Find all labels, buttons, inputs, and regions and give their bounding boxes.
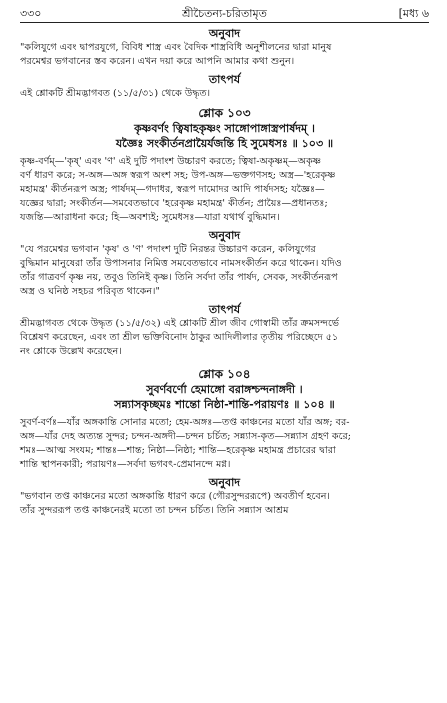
anubad-line: বুদ্ধিমান মানুষেরা তাঁর উপাসনার নিমিত্ত সমবেতভাবে নামসংকীর্তন করে থাকেন। যদিও	[20, 258, 342, 269]
page-number: ৩৩০	[20, 7, 42, 20]
sloka-line: সুবর্ণবর্ণো হেমাঙ্গো বরাঙ্গশ্চন্দনাঙ্গদী ।	[146, 383, 303, 396]
synonym-line: বর্ণ ধারণ করে; স-অঙ্গ—অঙ্গ স্বরূপ অংশ সহ; উপ-অঙ্গ—ভক্তগণসহ; অস্ত্র—'হরেকৃষ্ণ	[20, 170, 336, 181]
anubad-line: "কলিযুগে এবং দ্বাপরযুগে, বিবিধ শাস্ত্র এবং বৈদিক শাস্ত্রবিধি অনুশীলনের দ্বারা মানুষ	[20, 42, 332, 53]
anubad-line: অস্ত্র ও ঘনিষ্ঠ সহচর পরিবৃত থাকেন।"	[20, 286, 160, 297]
anubad-heading: অনুবাদ	[208, 27, 241, 40]
anubad-line: "যে পরমেশ্বর ভগবান 'কৃষ' ও 'ণ' পদাংশ দুটি নিরন্তর উচ্চারণ করেন, কলিযুগের	[20, 244, 316, 255]
synonym-line: অঙ্গ—যাঁর দেহ অত্যন্ত সুন্দর; চন্দন-অঙ্গদী—চন্দন চর্চিত; সন্ন্যাস-কৃত—সন্ন্যাস গ্রহণ করে;	[20, 431, 351, 442]
synonym-line: যজন্তি—আরাধনা করে; হি—অবশ্যই; সুমেধসঃ—যারা যথার্থ বুদ্ধিমান।	[20, 212, 280, 223]
synonym-line: যজ্ঞের দ্বারা; সংকীর্তন—সমবেতভাবে 'হরেকৃষ্ণ মহামন্ত্র' কীর্তন; প্রায়ৈঃ—প্রধানতঃ;	[20, 198, 328, 209]
synonym-line: কৃষ্ণ-বর্ণম্—'কৃষ্' এবং 'ণ' এই দুটি পদাংশ উচ্চারণ করতে; ত্বিষা-অকৃষ্ণম্—অকৃষ্ণ	[20, 156, 322, 167]
tatparya-line: শ্রীমদ্ভাগবত থেকে উদ্ধৃত (১১/৫/৩২) এই শ্লোকটি শ্রীল জীব গোস্বামী তাঁর ক্রমসন্দর্ভে	[20, 318, 339, 329]
anubad-line: "ভগবান তপ্ত কাঞ্চনের মতো অঙ্গকান্তি ধারণ করে (গৌরসুন্দররূপে) অবতীর্ণ হবেন।	[20, 491, 330, 502]
tatparya-line: বিশ্লেষণ করেছেন, এবং তা শ্রীল ভক্তিবিনোদ ঠাকুর আদিলীলার তৃতীয় পরিচ্ছেদে ৫১	[20, 332, 339, 343]
sloka-line: সন্ন্যাসকৃচ্ছমঃ শান্তো নিষ্ঠা-শান্তি-পরায়ণঃ ॥ ১০৪ ॥	[114, 398, 335, 411]
sloka-line: যজ্ঞৈঃ সংকীর্তনপ্রায়ৈর্যজন্তি হি সুমেধসঃ ॥ ১০৩ ॥	[115, 137, 334, 150]
anubad-line: তাঁর গাত্রবর্ণ কৃষ্ণ নয়, তবুও তিনিই কৃষ্ণ। তিনি সর্বদা তাঁর পার্ষদ, সেবক, সংকীর্তনরূপ	[20, 272, 338, 283]
tatparya-heading: তাৎপর্য	[208, 303, 241, 316]
sloka-title: শ্লোক ১০৪	[198, 367, 251, 381]
anubad-line: পরমেশ্বর ভগবানের স্তব করেন। এখন দয়া করে আপনি আমার কথা শুনুন।	[20, 56, 295, 67]
tatparya-heading: তাৎপর্য	[208, 73, 241, 86]
anubad-heading: অনুবাদ	[208, 229, 241, 242]
chapter-label: [মধ্য ৬	[398, 7, 429, 20]
tatparya-line: এই শ্লোকটি শ্রীমদ্ভাগবত (১১/৫/৩১) থেকে উদ্ধৃত।	[20, 88, 211, 99]
book-title: শ্রীচৈতন্য-চরিতামৃত	[182, 7, 267, 20]
tatparya-line: নং শ্লোকে উল্লেখ করেছেন।	[20, 346, 122, 357]
anubad-heading: অনুবাদ	[208, 476, 241, 489]
synonym-line: সুবর্ণ-বর্ণঃ—যাঁর অঙ্গকান্তি সোনার মতো; হেম-অঙ্গঃ—তপ্ত কাঞ্চনের মতো যাঁর অঙ্গ; বর-	[20, 417, 350, 428]
sloka-line: কৃষ্ণবর্ণং ত্বিষাহকৃষ্ণং সাঙ্গোপাঙ্গাস্ত্রপার্ষদম্ ।	[134, 122, 315, 135]
synonym-line: মহামন্ত্র' কীর্তনরূপ অস্ত্র; পার্ষদম্—গদাধর, স্বরূপ দামোদর আদি পার্ষদসহ; যজ্ঞৈঃ—	[20, 184, 325, 195]
page-header	[20, 0, 429, 23]
sloka-title: শ্লোক ১০৩	[198, 106, 251, 120]
synonym-line: শমঃ—আত্ম সংযম; শান্তঃ—শান্ত; নিষ্ঠা—নিষ্ঠা; শান্তি—হরেকৃষ্ণ মহামন্ত্র প্রচারের দ্বারা	[20, 445, 336, 456]
synonym-line: শান্তি স্থাপনকারী; পরায়ণঃ—সর্বদা ভগবৎ-প্রেমানন্দে মগ্ন।	[20, 459, 231, 470]
anubad-line: তাঁর সুন্দররূপ তপ্ত কাঞ্চনেরই মতো তা চন্দন চর্চিত। তিনি সন্ন্যাস আশ্রম	[20, 505, 289, 516]
